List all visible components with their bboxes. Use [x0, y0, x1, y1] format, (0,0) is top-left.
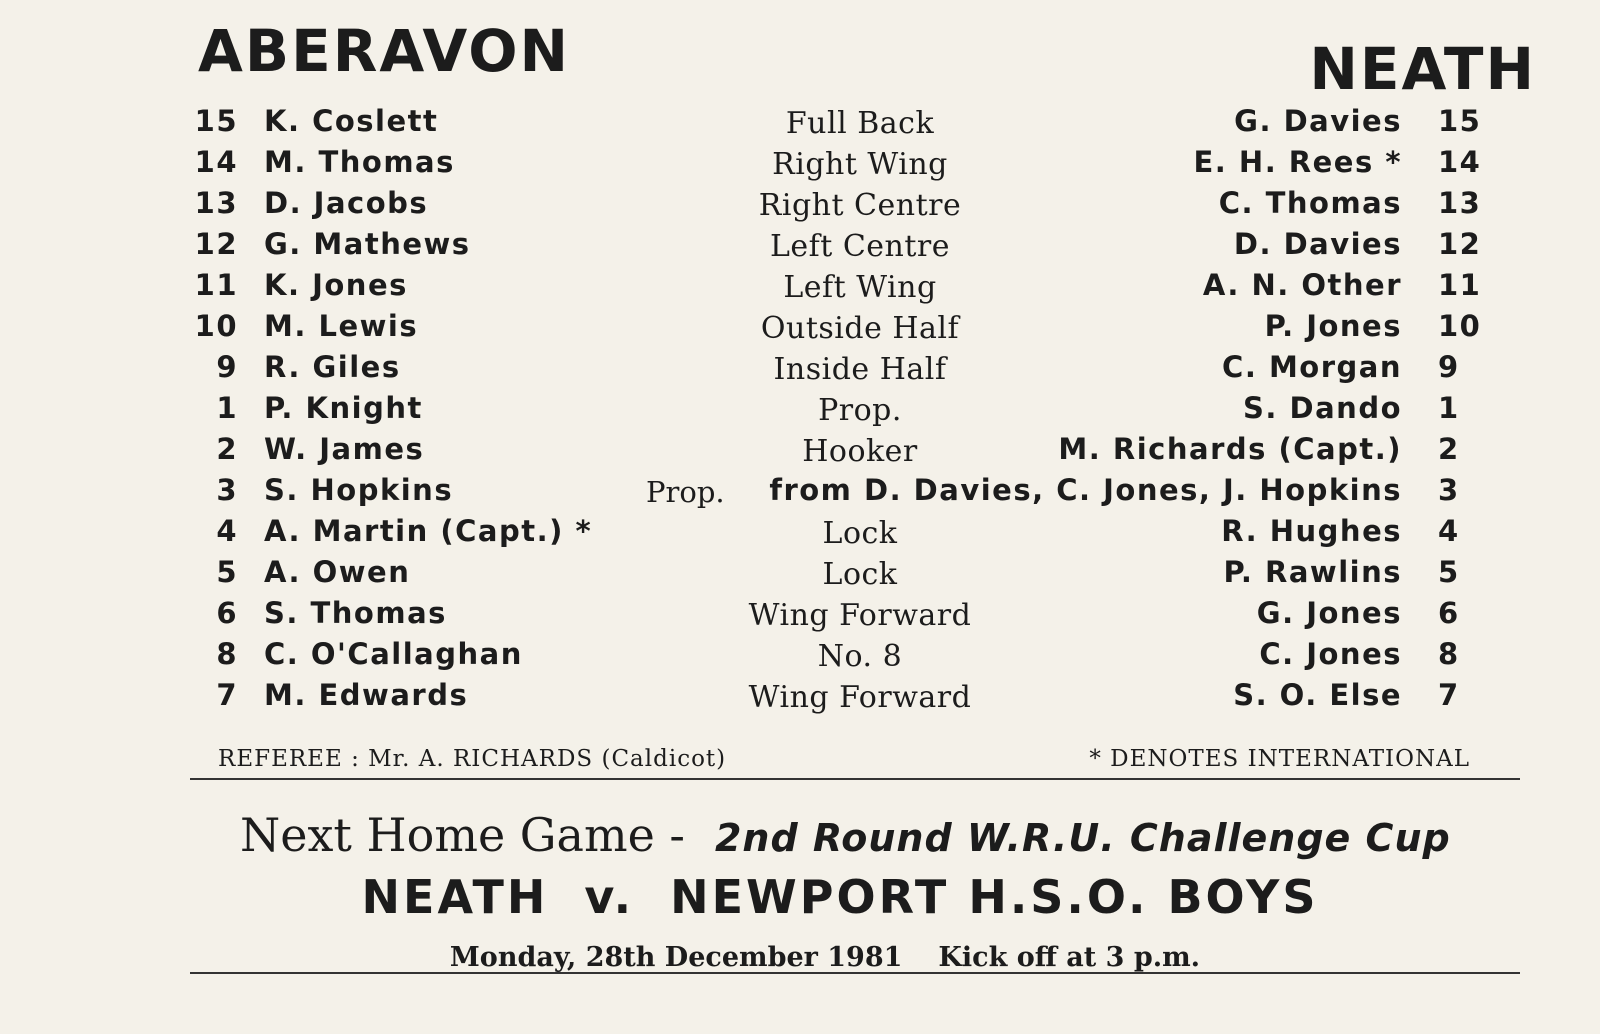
away-team-title: NEATH — [1309, 35, 1536, 103]
home-player-name: M. Lewis — [264, 309, 419, 343]
lineup-row — [0, 186, 1600, 226]
away-player-number: 12 — [1438, 227, 1482, 261]
home-player-number: 9 — [216, 350, 238, 384]
lineup-row — [0, 473, 1600, 513]
position-label: Left Centre — [769, 229, 951, 264]
competition-label: 2nd Round W.R.U. Challenge Cup — [714, 816, 1451, 860]
home-player-number: 2 — [216, 432, 238, 466]
position-label: Wing Forward — [748, 598, 972, 633]
home-player-number: 13 — [194, 186, 238, 220]
next-game-heading — [240, 808, 1451, 862]
away-player-name: P. Rawlins — [1223, 555, 1402, 589]
home-player-name: A. Martin (Capt.) * — [264, 514, 593, 548]
home-player-number: 4 — [216, 514, 238, 548]
away-player-number: 10 — [1438, 309, 1482, 343]
position-label: Prop. — [646, 475, 725, 509]
position-label: Outside Half — [760, 311, 960, 346]
lineup-row — [0, 227, 1600, 267]
position-label: Hooker — [802, 434, 918, 469]
position-label: Right Centre — [758, 188, 962, 223]
home-player-number: 10 — [194, 309, 238, 343]
position-label: Right Wing — [772, 147, 948, 182]
home-player-name: S. Thomas — [264, 596, 447, 630]
away-player-number: 5 — [1438, 555, 1460, 589]
fixture-vs: v. — [584, 870, 635, 924]
lineup-row — [0, 350, 1600, 390]
home-player-name: R. Giles — [264, 350, 401, 384]
home-player-number: 1 — [216, 391, 238, 425]
away-player-number: 6 — [1438, 596, 1460, 630]
away-player-name: C. Morgan — [1222, 350, 1402, 384]
away-player-name: R. Hughes — [1221, 514, 1402, 548]
away-player-number: 7 — [1438, 678, 1460, 712]
home-player-name: A. Owen — [264, 555, 411, 589]
lineup-row — [0, 391, 1600, 431]
home-player-number: 3 — [216, 473, 238, 507]
away-player-name: G. Davies — [1234, 104, 1402, 138]
divider-bottom — [190, 972, 1520, 974]
lineup-row — [0, 555, 1600, 595]
home-player-number: 8 — [216, 637, 238, 671]
position-label: Prop. — [818, 393, 902, 428]
position-label: Left Wing — [783, 270, 937, 305]
home-player-number: 7 — [216, 678, 238, 712]
home-player-number: 5 — [216, 555, 238, 589]
position-label: Wing Forward — [748, 680, 972, 715]
lineup-row — [0, 596, 1600, 636]
lineup-row — [0, 514, 1600, 554]
home-player-number: 12 — [194, 227, 238, 261]
away-player-number: 14 — [1438, 145, 1482, 179]
fixture-home: NEATH — [361, 870, 549, 924]
home-player-name: S. Hopkins — [264, 473, 454, 507]
divider-top — [190, 778, 1520, 780]
home-team-title: ABERAVON — [198, 17, 571, 85]
away-player-number: 11 — [1438, 268, 1482, 302]
home-player-name: K. Coslett — [264, 104, 439, 138]
away-player-name: D. Davies — [1233, 227, 1402, 261]
away-player-name: M. Richards (Capt.) — [1058, 432, 1402, 466]
away-player-name: S. Dando — [1243, 391, 1402, 425]
fixture-date: Monday, 28th December 1981 — [449, 942, 903, 973]
away-player-number: 3 — [1438, 473, 1460, 507]
home-player-name: M. Thomas — [264, 145, 455, 179]
home-player-number: 14 — [194, 145, 238, 179]
position-label: Full Back — [785, 106, 935, 141]
home-player-number: 11 — [194, 268, 238, 302]
fixture-line — [0, 870, 1600, 924]
away-player-name: A. N. Other — [1202, 268, 1402, 302]
home-player-name: P. Knight — [264, 391, 423, 425]
home-player-number: 15 — [194, 104, 238, 138]
home-player-name: G. Mathews — [264, 227, 471, 261]
away-player-name: P. Jones — [1264, 309, 1402, 343]
lineup-row — [0, 432, 1600, 472]
home-player-name: C. O'Callaghan — [264, 637, 523, 671]
home-player-name: W. James — [264, 432, 425, 466]
away-player-number: 9 — [1438, 350, 1460, 384]
fixture-kickoff: Kick off at 3 p.m. — [938, 942, 1201, 973]
away-player-number: 1 — [1438, 391, 1460, 425]
lineup-row — [0, 678, 1600, 718]
lineup-row — [0, 145, 1600, 185]
away-player-number: 2 — [1438, 432, 1460, 466]
away-player-number: 13 — [1438, 186, 1482, 220]
position-label: Inside Half — [773, 352, 947, 387]
away-player-name: C. Thomas — [1218, 186, 1402, 220]
lineup-row — [0, 309, 1600, 349]
home-player-name: M. Edwards — [264, 678, 469, 712]
lineup-row — [0, 268, 1600, 308]
away-player-name: C. Jones — [1259, 637, 1402, 671]
position-label: No. 8 — [817, 639, 903, 674]
away-player-number: 8 — [1438, 637, 1460, 671]
home-player-name: K. Jones — [264, 268, 408, 302]
away-player-number: 15 — [1438, 104, 1482, 138]
away-player-number: 4 — [1438, 514, 1460, 548]
fixture-datetime — [0, 942, 1600, 973]
away-player-name: S. O. Else — [1233, 678, 1402, 712]
home-player-number: 6 — [216, 596, 238, 630]
next-game-label: Next Home Game - — [240, 808, 685, 862]
away-player-name: G. Jones — [1256, 596, 1402, 630]
away-player-name: E. H. Rees * — [1193, 145, 1402, 179]
international-note: * DENOTES INTERNATIONAL — [1089, 746, 1470, 772]
fixture-away: NEWPORT H.S.O. BOYS — [670, 870, 1319, 924]
referee-line: REFEREE : Mr. A. RICHARDS (Caldicot) — [218, 746, 727, 772]
lineup-row — [0, 637, 1600, 677]
lineup-row — [0, 104, 1600, 144]
position-label: Lock — [822, 557, 898, 592]
position-label: Lock — [822, 516, 898, 551]
home-player-name: D. Jacobs — [264, 186, 429, 220]
away-player-name: from D. Davies, C. Jones, J. Hopkins — [769, 473, 1402, 507]
